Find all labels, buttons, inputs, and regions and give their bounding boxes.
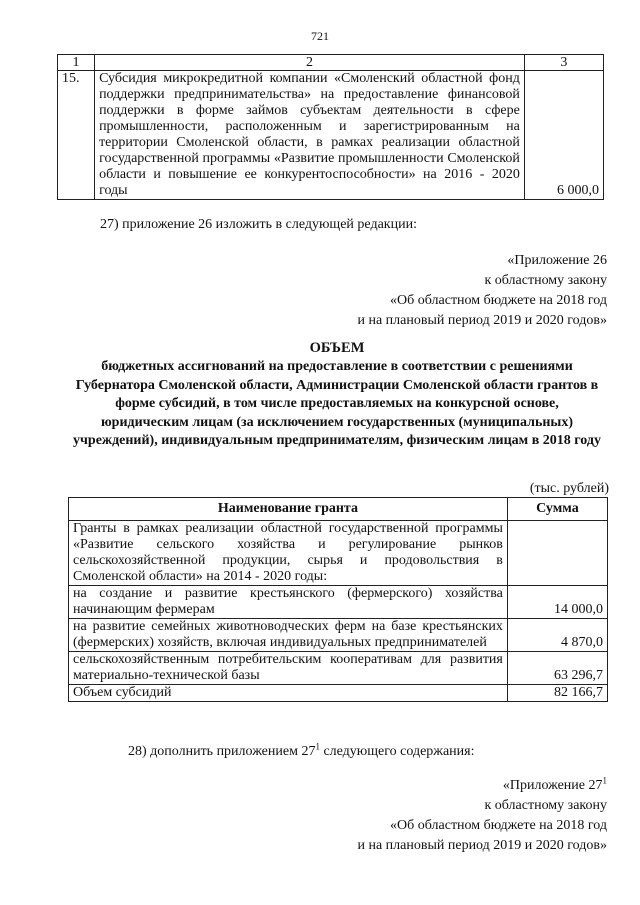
paragraph-text: 28) дополнить приложением 27 <box>128 744 316 759</box>
header-amount: Сумма <box>507 498 607 521</box>
amendment-paragraph-27: 27) приложение 26 изложить в следующей редакции: <box>100 217 417 232</box>
row-number: 15. <box>58 71 95 200</box>
appendix-27-header <box>357 776 607 856</box>
appendix-line: и на плановый период 2019 и 2020 годов» <box>357 313 607 328</box>
document-title: ОБЪЕМ <box>309 340 365 356</box>
table-row <box>69 619 608 652</box>
table-row <box>69 652 608 685</box>
grant-amount <box>507 521 607 586</box>
units-label: (тыс. рублей) <box>529 481 609 496</box>
document-subtitle: бюджетных ассигнований на предоставление в соответствии с решениями Губернатора Смоленской области, Администрации Смоленской области грантов в форме субсидий, в том числе предоставляемых на конкурсной основе, юридическим лицам (за исключением государственных (муниципальных) учреждений), индивидуальным предпринимателям, физическим лицам в 2018 году <box>73 359 601 448</box>
table-row <box>69 586 608 619</box>
table-header-row <box>58 55 604 71</box>
appendix-line <box>357 776 607 796</box>
grants-table <box>68 497 608 702</box>
appendix-line: «Об областном бюджете на 2018 год <box>390 818 607 833</box>
appendix-line: и на плановый период 2019 и 2020 годов» <box>357 838 607 853</box>
row-amount: 6 000,0 <box>524 71 603 200</box>
appendix-line: «Приложение 26 <box>507 253 607 268</box>
total-label: Объем субсидий <box>69 685 508 702</box>
paragraph-text: следующего содержания: <box>319 744 475 759</box>
amendment-paragraph-28 <box>128 743 475 760</box>
appendix-line: к областному закону <box>484 273 607 288</box>
table-row <box>58 71 604 200</box>
grant-name: сельскохозяйственным потребительским кооперативам для развития материально-технической базы <box>69 652 508 685</box>
header-grant-name: Наименование гранта <box>69 498 508 521</box>
grant-amount: 14 000,0 <box>507 586 607 619</box>
grant-amount: 63 296,7 <box>507 652 607 685</box>
table-row <box>69 521 608 586</box>
grant-name: на создание и развитие крестьянского (фермерского) хозяйства начинающим фермерам <box>69 586 508 619</box>
grant-amount: 4 870,0 <box>507 619 607 652</box>
grant-name: на развитие семейных животноводческих ферм на базе крестьянских (фермерских) хозяйств, включая индивидуальных предпринимателей <box>69 619 508 652</box>
total-row <box>69 685 608 702</box>
appendix-line: к областному закону <box>484 798 607 813</box>
table-header-row <box>69 498 608 521</box>
column-header-3: 3 <box>524 55 603 71</box>
column-header-2: 2 <box>95 55 525 71</box>
grant-name: Гранты в рамках реализации областной государственной программы «Развитие сельского хозяйства и регулирование рынков сельскохозяйственной продукции, сырья и продовольствия в Смоленской области» на 2014 - 2020 годы: <box>69 521 508 586</box>
subsidy-table-continuation <box>57 54 604 200</box>
appendix-line: «Об областном бюджете на 2018 год <box>390 293 607 308</box>
superscript: 1 <box>602 775 607 786</box>
total-amount: 82 166,7 <box>507 685 607 702</box>
column-header-1: 1 <box>58 55 95 71</box>
superscript: 1 <box>315 741 320 752</box>
appendix-26-header <box>357 251 607 331</box>
page-number: 721 <box>311 29 329 43</box>
appendix-title: «Приложение 27 <box>502 778 603 793</box>
row-description: Субсидия микрокредитной компании «Смоленский областной фонд поддержки предпринимательства» на предоставление финансовой поддержки в форме займов субъектам деятельности в сфере промышленности, расположенным и зарегистрированным на территории Смоленской области, в рамках реализации областной государственной программы «Развитие промышленности Смоленской области и повышение ее конкурентоспособности» на 2016 - 2020 годы <box>95 71 525 200</box>
